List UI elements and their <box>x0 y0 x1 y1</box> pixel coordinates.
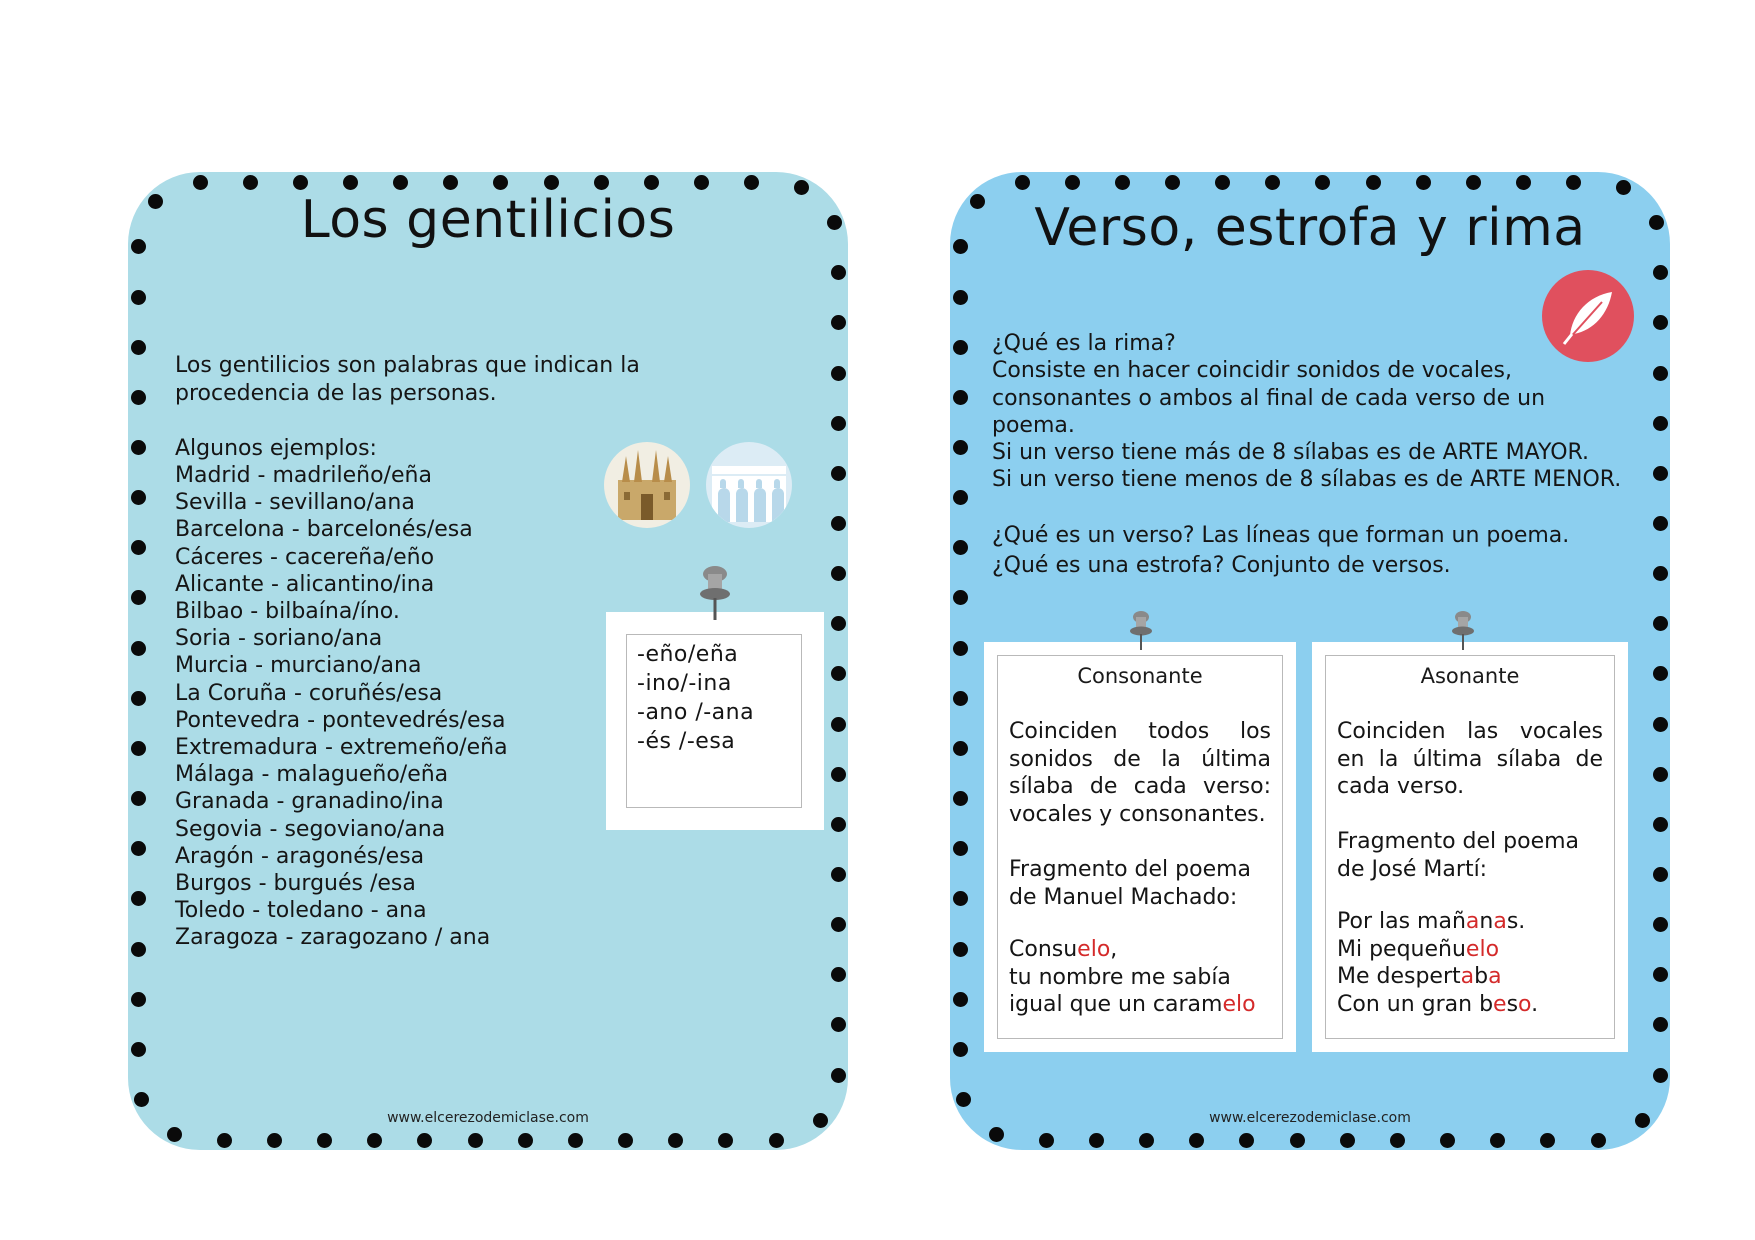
border-dot <box>1340 1133 1355 1148</box>
example-item: Barcelona - barcelonés/esa <box>175 517 473 543</box>
border-dot <box>1490 1133 1505 1148</box>
border-dot <box>1653 466 1668 481</box>
border-dot <box>1653 666 1668 681</box>
example-item: La Coruña - coruñés/esa <box>175 680 443 706</box>
border-dot <box>953 741 968 756</box>
example-item: Granada - granadino/ina <box>175 789 444 815</box>
consonante-title: Consonante <box>1077 664 1203 688</box>
border-dot <box>1653 616 1668 631</box>
gentilicios-title: Los gentilicios <box>300 190 676 250</box>
border-dot <box>1215 175 1230 190</box>
border-dot <box>644 175 659 190</box>
border-dot <box>1466 175 1481 190</box>
border-dot <box>831 516 846 531</box>
border-dot <box>970 194 985 209</box>
rima-answer: Consiste en hacer coincidir sonidos de vocales, consonantes o ambos al final de cada verso de un poema. <box>992 358 1553 438</box>
border-dot <box>1653 516 1668 531</box>
verso-title: Verso, estrofa y rima <box>1034 198 1586 258</box>
border-dot <box>1653 366 1668 381</box>
asonante-title: Asonante <box>1420 664 1520 688</box>
border-dot <box>131 239 146 254</box>
border-dot <box>1390 1133 1405 1148</box>
example-item: Bilbao - bilbaína/íno. <box>175 599 400 624</box>
suffix-item: -és /-esa <box>637 729 736 754</box>
example-item: Extremadura - extremeño/eña <box>175 735 508 760</box>
pushpin-icon <box>1450 610 1476 658</box>
border-dot <box>831 566 846 581</box>
border-dot <box>831 265 846 280</box>
left-footer: www.elcerezodemiclase.com <box>387 1110 589 1126</box>
suffix-item: -ino/-ina <box>637 671 732 696</box>
border-dot <box>953 1042 968 1057</box>
example-item: Alicante - alicantino/ina <box>175 571 435 597</box>
poem-line: igual que un caramelo <box>1009 992 1256 1017</box>
border-dot <box>131 841 146 856</box>
border-dot <box>1265 175 1280 190</box>
border-dot <box>1039 1133 1054 1148</box>
border-dot <box>468 1133 483 1148</box>
verso-card <box>950 172 1670 1150</box>
border-dot <box>1115 175 1130 190</box>
border-dot <box>148 194 163 209</box>
poem-line: Consuelo, <box>1009 937 1118 962</box>
example-item: Cáceres - cacereña/eño <box>175 544 435 570</box>
poem-line: Mi pequeñuelo <box>1337 936 1500 962</box>
border-dot <box>1440 1133 1455 1148</box>
border-dot <box>831 817 846 832</box>
border-dot <box>831 1068 846 1083</box>
border-dot <box>1416 175 1431 190</box>
pushpin-icon <box>698 564 732 628</box>
border-dot <box>1653 1017 1668 1032</box>
border-dot <box>1516 175 1531 190</box>
arte-mayor: Si un verso tiene más de 8 sílabas es de ARTE MAYOR. <box>992 440 1590 465</box>
example-item: Murcia - murciano/ana <box>175 653 422 679</box>
example-item: Pontevedra - pontevedrés/esa <box>175 707 506 733</box>
border-dot <box>831 466 846 481</box>
suffix-item: -eño/eña <box>637 642 739 667</box>
border-dot <box>953 540 968 555</box>
border-dot <box>953 239 968 254</box>
border-dot <box>831 416 846 431</box>
gentilicios-intro: Los gentilicios son palabras que indican la procedencia de las personas. <box>175 353 647 406</box>
border-dot <box>744 175 759 190</box>
border-dot <box>131 1042 146 1057</box>
border-dot <box>131 641 146 656</box>
border-dot <box>794 180 809 195</box>
border-dot <box>293 175 308 190</box>
border-dot <box>1653 1068 1668 1083</box>
border-dot <box>1139 1133 1154 1148</box>
border-dot <box>953 891 968 906</box>
border-dot <box>1591 1133 1606 1148</box>
poem-line: Con un gran beso. <box>1337 991 1539 1017</box>
border-dot <box>831 967 846 982</box>
border-dot <box>831 767 846 782</box>
border-dot <box>131 490 146 505</box>
asonante-note <box>1312 642 1628 1052</box>
example-item: Madrid - madrileño/eña <box>175 463 432 488</box>
border-dot <box>1653 717 1668 732</box>
border-dot <box>594 175 609 190</box>
suffix-note <box>606 612 824 830</box>
border-dot <box>831 867 846 882</box>
example-item: Málaga - malagueño/eña <box>175 762 449 788</box>
border-dot <box>1653 416 1668 431</box>
border-dot <box>1653 967 1668 982</box>
border-dot <box>134 1092 149 1107</box>
examples-label: Algunos ejemplos: <box>175 436 377 461</box>
border-dot <box>953 290 968 305</box>
border-dot <box>1653 265 1668 280</box>
example-item: Zaragoza - zaragozano / ana <box>175 925 491 951</box>
border-dot <box>217 1133 232 1148</box>
border-dot <box>831 917 846 932</box>
poem-line: Me despertaba <box>1337 964 1502 989</box>
border-dot <box>493 175 508 190</box>
arte-menor: Si un verso tiene menos de 8 sílabas es de ARTE MENOR. <box>992 467 1622 492</box>
cathedral-icon <box>604 442 690 528</box>
estrofa-question: ¿Qué es una estrofa? Conjunto de versos. <box>992 553 1451 578</box>
rima-question: ¿Qué es la rima? <box>992 331 1176 356</box>
border-dot <box>953 691 968 706</box>
border-dot <box>568 1133 583 1148</box>
example-item: Soria - soriano/ana <box>175 626 383 652</box>
border-dot <box>831 366 846 381</box>
border-dot <box>953 791 968 806</box>
border-dot <box>131 390 146 405</box>
example-item: Sevilla - sevillano/ana <box>175 490 415 516</box>
gentilicios-card <box>128 172 848 1150</box>
border-dot <box>193 175 208 190</box>
border-dot <box>831 616 846 631</box>
asonante-frame <box>1325 655 1615 1039</box>
border-dot <box>317 1133 332 1148</box>
border-dot <box>393 175 408 190</box>
asonante-fragment: Fragmento del poema de José Martí: <box>1337 829 1587 882</box>
border-dot <box>953 992 968 1007</box>
border-dot <box>769 1133 784 1148</box>
border-dot <box>1366 175 1381 190</box>
border-dot <box>1566 175 1581 190</box>
border-dot <box>243 175 258 190</box>
border-dot <box>953 942 968 957</box>
border-dot <box>131 290 146 305</box>
asonante-desc: Coinciden las vocales en la última sílaba de cada verso. <box>1337 719 1610 799</box>
suffix-item: -ano /-ana <box>637 700 755 725</box>
example-item: Aragón - aragonés/esa <box>175 843 425 869</box>
poem-line: Por las mañanas. <box>1337 909 1526 934</box>
border-dot <box>131 440 146 455</box>
border-dot <box>953 641 968 656</box>
border-dot <box>518 1133 533 1148</box>
border-dot <box>1015 175 1030 190</box>
border-dot <box>694 175 709 190</box>
consonante-desc: Coinciden todos los sonidos de la última sílaba de cada verso: vocales y consonantes. <box>1009 719 1278 827</box>
border-dot <box>1653 566 1668 581</box>
border-dot <box>953 340 968 355</box>
border-dot <box>1315 175 1330 190</box>
border-dot <box>131 791 146 806</box>
border-dot <box>131 691 146 706</box>
border-dot <box>1239 1133 1254 1148</box>
border-dot <box>1290 1133 1305 1148</box>
border-dot <box>367 1133 382 1148</box>
border-dot <box>131 340 146 355</box>
border-dot <box>131 540 146 555</box>
border-dot <box>1189 1133 1204 1148</box>
border-dot <box>953 440 968 455</box>
example-item: Burgos - burgués /esa <box>175 871 416 896</box>
suffix-note-frame <box>626 634 802 808</box>
border-dot <box>1653 867 1668 882</box>
border-dot <box>1089 1133 1104 1148</box>
consonante-frame <box>997 655 1283 1039</box>
quill-icon <box>1542 270 1634 362</box>
border-dot <box>718 1133 733 1148</box>
consonante-fragment: Fragmento del poema de Manuel Machado: <box>1009 857 1259 910</box>
example-item: Toledo - toledano - ana <box>175 898 427 924</box>
border-dot <box>668 1133 683 1148</box>
consonante-note <box>984 642 1296 1052</box>
verso-question: ¿Qué es un verso? Las líneas que forman un poema. <box>992 523 1570 548</box>
border-dot <box>953 841 968 856</box>
border-dot <box>443 175 458 190</box>
pushpin-icon <box>1128 610 1154 658</box>
border-dot <box>417 1133 432 1148</box>
border-dot <box>956 1092 971 1107</box>
border-dot <box>131 741 146 756</box>
border-dot <box>831 315 846 330</box>
border-dot <box>1165 175 1180 190</box>
border-dot <box>831 666 846 681</box>
border-dot <box>544 175 559 190</box>
border-dot <box>1653 315 1668 330</box>
border-dot <box>343 175 358 190</box>
border-dot <box>831 717 846 732</box>
border-dot <box>953 490 968 505</box>
aqueduct-icon <box>706 442 792 528</box>
border-dot <box>953 590 968 605</box>
border-dot <box>131 942 146 957</box>
border-dot <box>831 1017 846 1032</box>
poem-line: tu nombre me sabía <box>1009 964 1231 990</box>
border-dot <box>1540 1133 1555 1148</box>
border-dot <box>953 390 968 405</box>
border-dot <box>131 590 146 605</box>
border-dot <box>267 1133 282 1148</box>
border-dot <box>1653 767 1668 782</box>
border-dot <box>1653 817 1668 832</box>
border-dot <box>1065 175 1080 190</box>
right-footer: www.elcerezodemiclase.com <box>1209 1110 1411 1126</box>
border-dot <box>1653 917 1668 932</box>
example-item: Segovia - segoviano/ana <box>175 816 446 842</box>
border-dot <box>131 891 146 906</box>
border-dot <box>131 992 146 1007</box>
border-dot <box>618 1133 633 1148</box>
border-dot <box>1616 180 1631 195</box>
